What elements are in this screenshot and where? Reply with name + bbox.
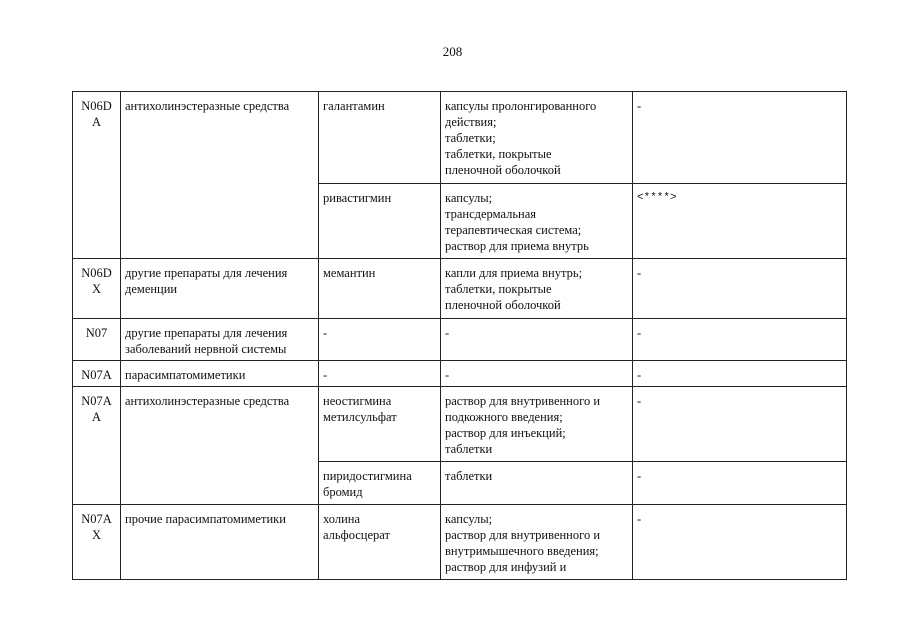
drug-name-cell: холина альфосцерат — [319, 505, 441, 580]
dosage-forms-cell: капли для приема внутрь; таблетки, покрытые пленочной оболочкой — [441, 259, 633, 319]
drug-name-cell: - — [319, 361, 441, 387]
dosage-forms-cell: таблетки — [441, 462, 633, 505]
table-row — [73, 92, 847, 184]
group-name-cell: парасимпатомиметики — [121, 361, 319, 387]
atc-code-cell: N06D A — [73, 92, 121, 259]
table-row — [73, 505, 847, 580]
group-name-cell: другие препараты для лечения заболеваний нервной системы — [121, 319, 319, 361]
atc-code-cell: N07 — [73, 319, 121, 361]
note-cell: <****> — [633, 184, 847, 259]
note-cell: - — [633, 387, 847, 462]
drug-name-cell: мемантин — [319, 259, 441, 319]
table-row — [73, 387, 847, 462]
note-cell: - — [633, 92, 847, 184]
drug-name-cell: ривастигмин — [319, 184, 441, 259]
group-name-cell: антихолинэстеразные средства — [121, 387, 319, 505]
note-cell: - — [633, 319, 847, 361]
group-name-cell: другие препараты для лечения деменции — [121, 259, 319, 319]
dosage-forms-cell: - — [441, 319, 633, 361]
atc-code-cell: N07A X — [73, 505, 121, 580]
drug-name-cell: галантамин — [319, 92, 441, 184]
drug-name-cell: неостигмина метилсульфат — [319, 387, 441, 462]
drug-name-cell: - — [319, 319, 441, 361]
drug-name-cell: пиридостигмина бромид — [319, 462, 441, 505]
atc-code-cell: N06D X — [73, 259, 121, 319]
page-number: 208 — [442, 44, 463, 59]
dosage-forms-cell: капсулы пролонгированного действия; таблетки; таблетки, покрытые пленочной оболочкой — [441, 92, 633, 184]
atc-code-cell: N07A — [73, 361, 121, 387]
dosage-forms-cell: капсулы; трансдермальная терапевтическая система; раствор для приема внутрь — [441, 184, 633, 259]
group-name-cell: прочие парасимпатомиметики — [121, 505, 319, 580]
drug-table — [72, 91, 847, 580]
atc-code-cell: N07A A — [73, 387, 121, 505]
note-cell: - — [633, 462, 847, 505]
dosage-forms-cell: - — [441, 361, 633, 387]
note-cell: - — [633, 505, 847, 580]
note-cell: - — [633, 361, 847, 387]
table-row — [73, 259, 847, 319]
table-row — [73, 361, 847, 387]
dosage-forms-cell: раствор для внутривенного и подкожного введения; раствор для инъекций; таблетки — [441, 387, 633, 462]
group-name-cell: антихолинэстеразные средства — [121, 92, 319, 259]
note-cell: - — [633, 259, 847, 319]
dosage-forms-cell: капсулы; раствор для внутривенного и внутримышечного введения; раствор для инфузий и — [441, 505, 633, 580]
table-row — [73, 319, 847, 361]
